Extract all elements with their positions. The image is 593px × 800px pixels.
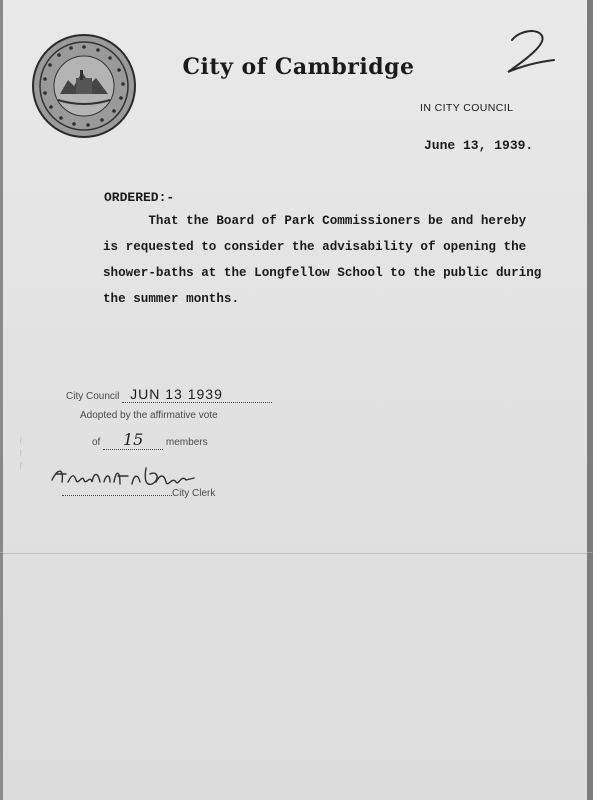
city-seal-icon [32, 34, 136, 138]
clerk-signature [48, 460, 198, 494]
order-line: That the Board of Park Commissioners be and hereby [103, 214, 527, 228]
bleed-through-mark: ~ ~ ~ [14, 435, 27, 470]
order-line: shower-baths at the Longfellow School to the public during [103, 266, 542, 280]
stamp-members-label: members [165, 437, 208, 448]
order-line: the summer months. [103, 292, 240, 306]
page-edge-left [0, 0, 3, 800]
stamp-clerk-label: City Clerk [172, 488, 216, 499]
fold-line [0, 552, 593, 554]
ordered-heading: ORDERED:- [104, 190, 175, 205]
stamp-of-label: of [92, 437, 101, 448]
page-title: City of Cambridge [182, 54, 415, 80]
stamp-council-label: City Council [66, 391, 120, 402]
order-line: is requested to consider the advisability of opening the [103, 240, 527, 254]
council-label: IN CITY COUNCIL [420, 102, 514, 114]
order-date: June 13, 1939. [424, 138, 534, 153]
stamp-vote-count: 15 [122, 430, 144, 449]
stamp-date: JUN 13 1939 [130, 386, 223, 402]
page-edge-right [587, 0, 593, 800]
stamp-adopted-label: Adopted by the affirmative vote [80, 410, 218, 421]
page-number-handwritten [498, 26, 558, 82]
